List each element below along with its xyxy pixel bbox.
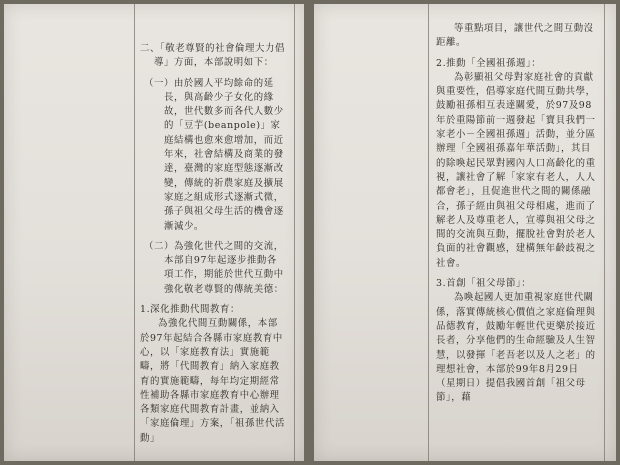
point-1-text: 由於國人平均餘命的延長，與高齡少子女化的緣故，世代數多而各代人數少的「豆芋(beanpole)」家庭結構也愈來愈增加，而近年來，社會結構及商業的發達，臺灣的家庭型態逐漸改變，傳統的祈農家庭及擴展家庭之組成形式逐漸式微，孫子與祖父母生活的機會逐漸減少。 <box>164 77 284 232</box>
page-text-left <box>140 42 286 446</box>
margin-rule-right <box>604 4 605 461</box>
document-page-right <box>314 4 616 461</box>
document-page-left <box>4 4 304 461</box>
point-1 <box>140 77 286 234</box>
point-2 <box>140 240 286 297</box>
margin-rule-right <box>294 4 295 461</box>
item-3-label: 3.首創「祖父母節」： <box>436 278 532 290</box>
item-1-label: 1.深化推動代間教育： <box>140 304 240 316</box>
section-heading: 二、「敬老尊賢的社會倫理大力倡導」方面，本部說明如下： <box>140 43 285 69</box>
continued-text: 等重點項目，讓世代之間互動沒距離。 <box>436 23 594 49</box>
item-3-text: 為喚起國人更加重視家庭世代關係，落實傳統核心價值之家庭倫理與品德教育，鼓勵年輕世代更樂於接近長者，分享他們的生命經驗及人生智慧，以發揮「老吾老以及人之老」的理想社會，本部於99年8月29日（星期日）提倡我國首創「祖父母節」，藉 <box>436 292 596 404</box>
item-1-text: 為強化代間互動關係，本部於97年起結合各縣市家庭教育中心，以「家庭教育法」實施範疇，將「代間教育」納入家庭教育的實施範疇，每年均定期經常性補助各縣市家庭教育中心辦理各類家庭代間教育計畫，並納入「家庭倫理」方案，「祖孫世代活動」 <box>140 318 285 444</box>
point-2-text: 為強化世代之間的交流，本部自97年起逐步推動各項工作，期能於世代互動中強化敬老尊賢的傳統美德： <box>164 240 284 295</box>
point-1-label: （一） <box>144 77 174 89</box>
margin-rule-left <box>428 4 429 461</box>
point-2-label: （二） <box>144 240 174 252</box>
item-2-text: 為彰顯祖父母對家庭社會的貢獻與重要性，倡導家庭代間互動共學，鼓勵祖孫相互表達關愛，於97及98年於重陽節前一週發起「寶貝我們一家老小－全國祖孫週」活動，並分區辦理「全國祖孫嘉年華活動」，其目的除喚起民眾對國內人口高齡化的重視，讓社會了解「家家有老人，人人都會老」，且促進世代之間的關係融合，孫子經由與祖父母相處，進而了解老人及尊重老人，宣導與祖父母之間的交流與互動，擺脫社會對於老人負面的社會觀感，建構無年齡歧視之社會。 <box>436 71 596 269</box>
margin-rule-left <box>134 4 135 461</box>
item-2-label: 2.推動「全國祖孫週」： <box>436 57 542 69</box>
page-text-right <box>436 22 598 406</box>
